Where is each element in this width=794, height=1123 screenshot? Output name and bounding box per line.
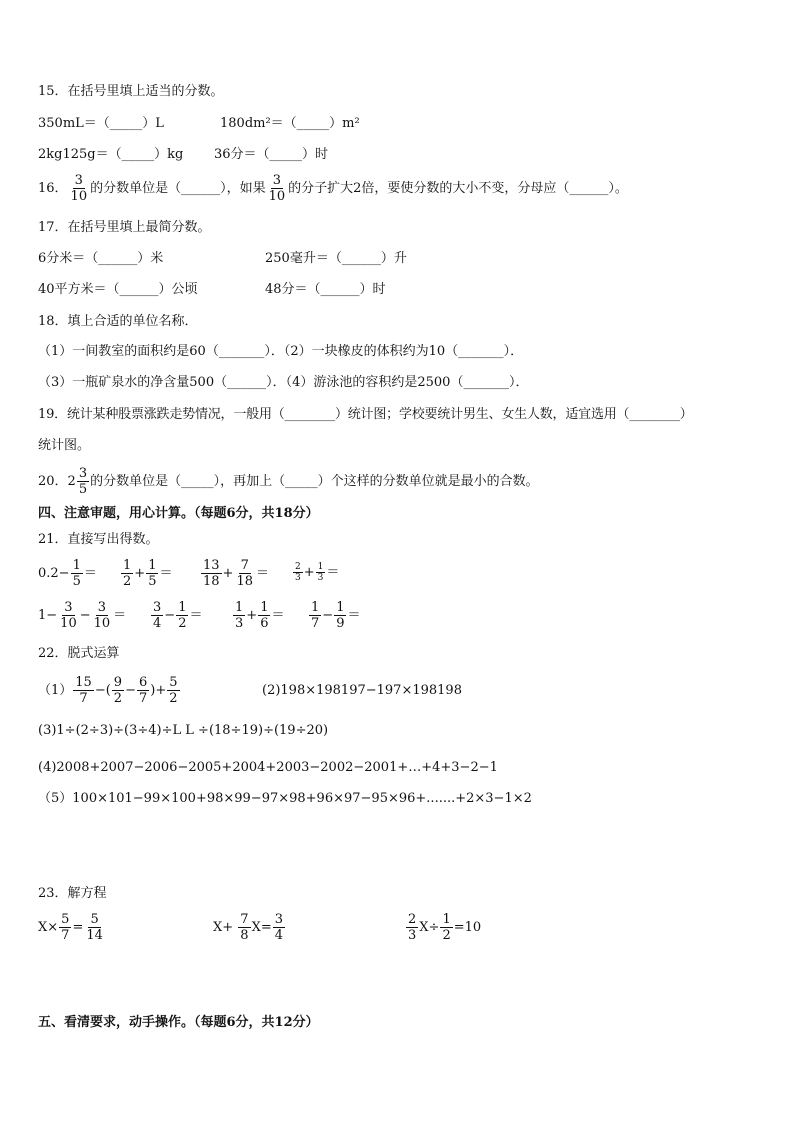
q17-title: 17．在括号里填上最简分数。 bbox=[38, 220, 211, 235]
q18-title: 18．填上合适的单位名称． bbox=[38, 314, 198, 329]
q23-equation-1: X× $\frac{5}{7}$ = $\frac{5}{14}$ bbox=[38, 912, 103, 943]
q21-expr: $\frac{1}{3}$ + $\frac{1}{6}$ ＝ bbox=[235, 600, 285, 631]
section-4-heading: 四、注意审题，用心计算。（每题6分，共18分） bbox=[38, 506, 319, 521]
q16-number: 16． bbox=[38, 181, 68, 196]
q20-text: 的分数单位是（_____），再加上（_____）个这样的分数单位就是最小的合数。 bbox=[90, 474, 539, 489]
section-5-heading: 五、看清要求，动手操作。（每题6分，共12分） bbox=[38, 1015, 319, 1030]
q19-line-2: 统计图。 bbox=[38, 438, 91, 453]
fraction: $\frac{3}{10}$ bbox=[268, 173, 286, 204]
q22-part-5: （5）100×101−99×100+98×99−97×98+96×97−95×96+.......+2×3−1×2 bbox=[38, 791, 532, 806]
q22-part-3: (3)1÷(2÷3)÷(3÷4)÷L L ÷(18÷19)÷(19÷20) bbox=[38, 723, 329, 738]
q15-item-a: 350mL＝（_____）L bbox=[38, 116, 164, 131]
q21-expr: $\frac{3}{4}$ − $\frac{1}{2}$ ＝ bbox=[153, 600, 203, 631]
q19-line-1: 19．统计某种股票涨跌走势情况，一般用（________）统计图；学校要统计男生、女生人数，适宜选用（________） bbox=[38, 407, 693, 422]
q17-item-b: 250毫升＝（______）升 bbox=[265, 251, 407, 266]
q21-expr: 0.2− $\frac{1}{5}$ ＝ bbox=[38, 558, 97, 589]
fraction: $\frac{3}{5}$ bbox=[78, 466, 88, 497]
q22-part-2: (2)198×198197−197×198198 bbox=[262, 683, 462, 698]
q20-line bbox=[38, 466, 539, 497]
q16-line bbox=[38, 173, 628, 204]
q21-expr: $\frac{2}{3}$ + $\frac{1}{3}$ ＝ bbox=[295, 562, 340, 583]
q21-expr: 1− $\frac{3}{10}$ − $\frac{3}{10}$ ＝ bbox=[38, 600, 127, 631]
q22-part-1: （1） $\frac{15}{7}$ −( $\frac{9}{2}$ − $\frac{6}{7}$ )+ $\frac{5}{2}$ bbox=[38, 675, 178, 706]
fraction: $\frac{3}{10}$ bbox=[70, 173, 88, 204]
q22-part-4: (4)2008+2007−2006−2005+2004+2003−2002−2001+…+4+3−2−1 bbox=[38, 760, 498, 775]
q15-item-c: 2kg125g＝（_____）kg bbox=[38, 147, 184, 162]
q23-equation-3: $\frac{2}{3}$ X÷ $\frac{1}{2}$ =10 bbox=[408, 912, 482, 943]
q15-item-b: 180dm²＝（_____）m² bbox=[220, 116, 360, 131]
q15-title: 15．在括号里填上适当的分数。 bbox=[38, 84, 224, 99]
q15-item-d: 36分＝（_____）时 bbox=[214, 147, 329, 162]
q21-expr: $\frac{1}{2}$ + $\frac{1}{5}$ ＝ bbox=[123, 558, 173, 589]
q22-title: 22．脱式运算 bbox=[38, 646, 120, 661]
q23-equation-2: X+ $\frac{7}{8}$ X= $\frac{3}{4}$ bbox=[213, 912, 283, 943]
q18-line-2: （3）一瓶矿泉水的净含量500（______）．（4）游泳池的容积约是2500（_______）． bbox=[38, 375, 529, 390]
q18-line-1: （1）一间教室的面积约是60（_______）．（2）一块橡皮的体积约为10（_______）． bbox=[38, 344, 524, 359]
q21-title: 21．直接写出得数。 bbox=[38, 532, 159, 547]
q17-item-c: 40平方米＝（______）公顷 bbox=[38, 282, 198, 297]
q21-expr: $\frac{13}{18}$ + $\frac{7}{18}$ ＝ bbox=[203, 558, 270, 589]
q16-text: 的分数单位是（______），如果 bbox=[90, 181, 266, 196]
q17-item-a: 6分米＝（______）米 bbox=[38, 251, 164, 266]
q21-expr: $\frac{1}{7}$ − $\frac{1}{9}$ ＝ bbox=[311, 600, 361, 631]
q23-title: 23．解方程 bbox=[38, 886, 107, 901]
q17-item-d: 48分＝（______）时 bbox=[265, 282, 386, 297]
q16-text-tail: 的分子扩大2倍，要使分数的大小不变，分母应（______）。 bbox=[288, 181, 628, 196]
q20-number: 20．2 bbox=[38, 474, 76, 489]
